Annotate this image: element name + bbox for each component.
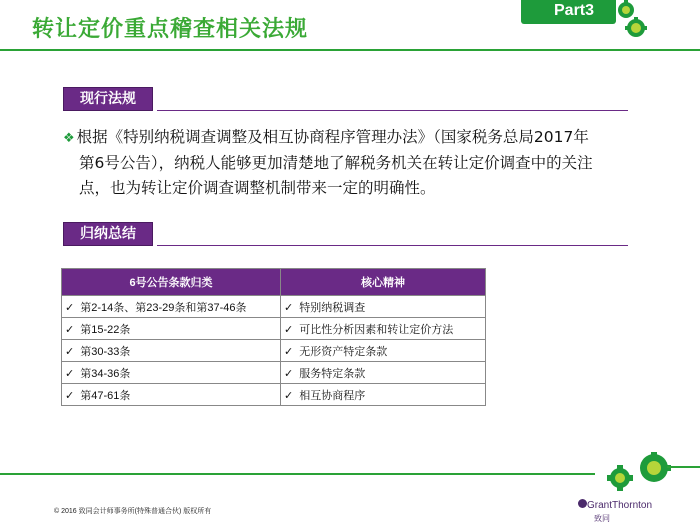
table-row	[62, 318, 486, 340]
check-icon: ✓	[284, 345, 294, 358]
table-header-clause: 6号公告条款归类	[62, 269, 281, 296]
table-header-row	[62, 269, 486, 296]
check-icon: ✓	[65, 389, 75, 402]
part-label: Part3	[554, 2, 595, 19]
brand-name-cn: 致同	[594, 514, 610, 523]
check-icon: ✓	[284, 323, 294, 336]
grant-thornton-logo	[578, 499, 587, 508]
page-title: 转让定价重点稽查相关法规	[32, 17, 309, 42]
check-icon: ✓	[284, 367, 294, 380]
table-row	[62, 296, 486, 318]
table-cell: 第30-33条	[80, 345, 131, 358]
check-icon: ✓	[65, 323, 75, 336]
section-line-regulations	[157, 110, 628, 111]
check-icon: ✓	[284, 301, 294, 314]
table-row	[62, 340, 486, 362]
paragraph-line-2: 第6号公告），纳税人能够更加清楚地了解税务机关在转让定价调查中的关注	[79, 154, 593, 172]
table-cell: 无形资产特定条款	[299, 345, 388, 358]
title-rule	[0, 49, 700, 51]
table-cell: 服务特定条款	[299, 367, 366, 380]
table-cell: 第47-61条	[80, 389, 131, 402]
section-heading-regulations: 现行法规	[63, 87, 153, 111]
check-icon: ✓	[65, 367, 75, 380]
table-cell: 第34-36条	[80, 367, 131, 380]
table-cell: 相互协商程序	[299, 389, 366, 402]
check-icon: ✓	[65, 345, 75, 358]
check-icon: ✓	[284, 389, 294, 402]
gear-icon	[612, 0, 648, 40]
copyright-text: © 2016 致同会计师事务所(特殊普通合伙) 版权所有	[54, 508, 212, 515]
table-row	[62, 362, 486, 384]
footer-rule	[0, 473, 595, 475]
table-cell: 第2-14条、第23-29条和第37-46条	[80, 301, 247, 314]
section-heading-summary: 归纳总结	[63, 222, 153, 246]
section-line-summary	[157, 245, 628, 246]
diamond-bullet-icon: ❖	[63, 131, 75, 146]
paragraph-line-3: 点，也为转让定价调查调整机制带来一定的明确性。	[79, 179, 436, 197]
table-header-spirit: 核心精神	[281, 269, 486, 296]
table-row	[62, 384, 486, 406]
brand-name: GrantThornton	[587, 500, 653, 511]
paragraph	[63, 125, 623, 201]
table-cell: 特别纳税调查	[299, 301, 366, 314]
gear-icon	[596, 452, 700, 492]
table-cell: 可比性分析因素和转让定价方法	[299, 323, 454, 336]
check-icon: ✓	[65, 301, 75, 314]
table-cell: 第15-22条	[80, 323, 131, 336]
paragraph-line-1: 根据《特别纳税调查调整及相互协商程序管理办法》（国家税务总局2017年	[76, 128, 589, 146]
summary-table	[61, 268, 486, 406]
